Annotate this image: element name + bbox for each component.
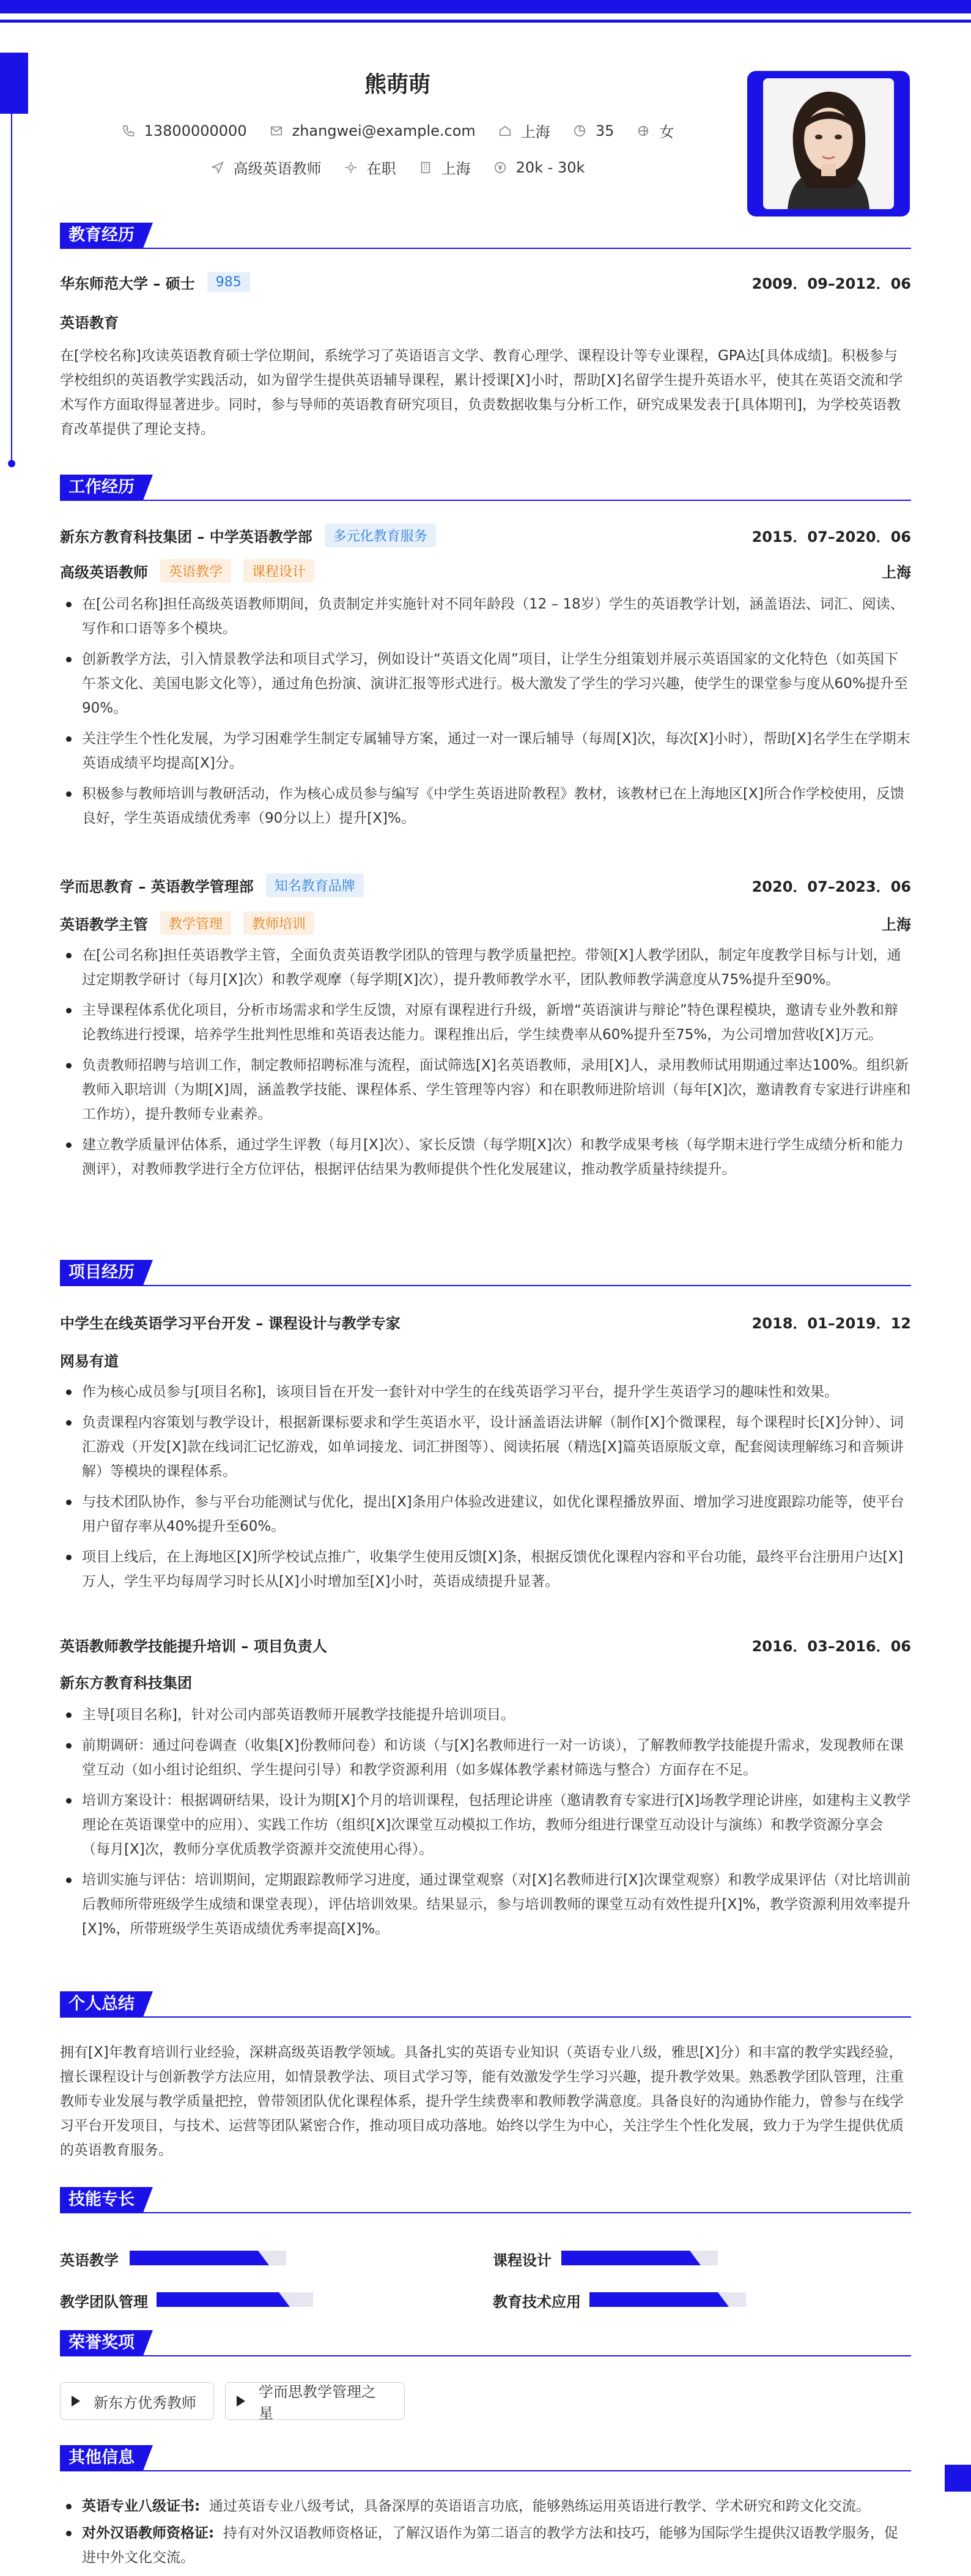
skill-name: 教学团队管理 (60, 2293, 148, 2311)
school-tag: 985 (207, 272, 250, 292)
avatar (763, 78, 894, 209)
building-icon (418, 160, 433, 175)
honor-badge (60, 2382, 214, 2420)
honor-label: 新东方优秀教师 (94, 2394, 196, 2411)
cert-desc: 通过英语专业八级考试，具备深厚的英语语言功底，能够熟练运用英语进行教学、学术研究和跨文化交流。 (209, 2498, 870, 2514)
role-tag: 教学管理 (160, 911, 231, 935)
status-text: 在职 (366, 160, 396, 177)
work-entry-head (60, 873, 911, 897)
salary-text: 20k - 30k (515, 158, 585, 176)
list-item: 创新教学方法，引入情景教学法和项目式学习，例如设计“英语文化周”项目，让学生分组策划并展示英语国家的文化特色（如英国下午茶文化、美国电影文化等），通过角色扮演、演讲汇报等形式进行。极大激发了学生的学习兴趣，使学生的课堂参与度从60%提升至90%。 (60, 647, 911, 720)
section-skills (60, 2187, 911, 2214)
job-title-text: 高级英语教师 (233, 160, 322, 177)
project-date: 2018．01–2019．12 (751, 1315, 911, 1332)
top-accent-bar (0, 0, 971, 13)
list-item: 负责课程内容策划与教学设计，根据新课标要求和学生英语水平，设计涵盖语法讲解（制作[X]个微课程，每个课程时长[X]分钟）、词汇游戏（开发[X]款在线词汇记忆游戏，如单词接龙、词汇拼图等）、阅读拓展（精选[X]篇英语原版文章，配套阅读理解练习和音频讲解）等模块的课程体系。 (60, 1410, 911, 1484)
skill-name: 课程设计 (493, 2252, 552, 2269)
play-icon (72, 2396, 80, 2407)
section-title: 教育经历 (60, 223, 143, 248)
salary-icon (493, 160, 508, 175)
list-item: 项目上线后，在上海地区[X]所学校试点推广，收集学生使用反馈[X]条，根据反馈优化课程内容和平台功能，最终平台注册用户达[X]万人，学生平均每周学习时长从[X]小时增加至[X]小时，英语成绩提升显著。 (60, 1545, 911, 1594)
project-date: 2016．03–2016．06 (751, 1638, 911, 1655)
section-other (60, 2445, 911, 2472)
list-item: 与技术团队协作，参与平台功能测试与优化，提出[X]条用户体验改进建议，如优化课程播放界面、增加学习进度跟踪功能等，使平台用户留存率从40%提升至60%。 (60, 1490, 911, 1539)
skill-item (60, 2248, 127, 2270)
age-item (572, 122, 615, 139)
list-item: 培训方案设计：根据调研结果，设计为期[X]个月的培训课程，包括理论讲座（邀请教育专家进行[X]场教学理论讲座，如建构主义教学理论在英语课堂中的应用）、实践工作坊（组织[X]次课堂互动模拟工作坊，教师分组进行课堂互动设计与演练）和教学资源分享会（每月[X]次，教师分享优质教学资源并交流使用心得）。 (60, 1788, 911, 1862)
age-icon (572, 124, 587, 138)
hometown-text: 上海 (520, 124, 550, 141)
skill-fill (589, 2292, 718, 2307)
skill-bar (157, 2292, 313, 2307)
gender-text: 女 (659, 124, 674, 141)
phone-item (121, 122, 247, 139)
work-date: 2015．07–2020．06 (751, 528, 911, 546)
status-item (344, 157, 396, 178)
job-title-item (210, 157, 322, 178)
company-name: 学而思教育 – 英语教学管理部 (60, 878, 254, 895)
education-entry-head (60, 272, 911, 293)
send-icon (210, 160, 225, 175)
section-education (60, 223, 911, 250)
honor-label: 学而思教学管理之星 (259, 2383, 376, 2422)
role-tag: 英语教学 (160, 559, 231, 583)
role-tag: 课程设计 (243, 559, 314, 583)
age-text: 35 (595, 122, 615, 139)
project-org: 网易有道 (60, 1353, 119, 1370)
summary-text: 拥有[X]年教育培训行业经验，深耕高级英语教学领域。具备扎实的英语专业知识（英语专业八级，雅思[X]分）和丰富的教学实践经验，擅长课程设计与创新教学方法应用，如情景教学法、项目式学习等，能有效激发学生学习兴趣，提升教学效果。熟悉教学团队管理，注重教师专业发展与教学质量把控，曾带领团队优化课程体系，提升学生续费率和教师教学满意度。具备良好的沟通协作能力，曾参与在线学习平台开发项目，与技术、运营等团队紧密合作，推动项目成功落地。始终以学生为中心，关注学生个性化发展，致力于为学生提供优质的英语教育服务。 (60, 2045, 904, 2158)
skill-item (60, 2290, 148, 2311)
work-date: 2020．07–2023．06 (751, 878, 911, 895)
work-location: 上海 (882, 916, 911, 933)
skill-bar (589, 2292, 746, 2307)
status-icon (344, 160, 358, 175)
section-summary (60, 1991, 911, 2018)
cert-name: 英语专业八级证书: (82, 2498, 201, 2514)
contact-row (0, 120, 795, 141)
skill-name: 英语教学 (60, 2252, 119, 2269)
gender-icon (636, 124, 651, 138)
list-item: 建立教学质量评估体系，通过学生评教（每月[X]次）、家长反馈（每学期[X]次）和教学成果考核（每学期末进行学生成绩分析和能力测评），对教师教学进行全方位评估，根据评估结果为教师提供个性化发展建议，推动教学质量持续提升。 (60, 1133, 911, 1182)
section-title: 其他信息 (60, 2445, 143, 2471)
list-item (60, 2494, 911, 2519)
phone-text: 13800000000 (144, 122, 247, 139)
gender-item (636, 120, 674, 141)
skill-bar (130, 2251, 286, 2265)
left-accent-dot (8, 460, 15, 467)
list-item: 主导[项目名称]，针对公司内部英语教师开展教学技能提升培训项目。 (60, 1703, 911, 1727)
project-bullets (60, 1703, 911, 1947)
project-bullets (60, 1380, 911, 1600)
work-location: 上海 (882, 564, 911, 581)
skill-fill (157, 2292, 279, 2307)
section-title: 个人总结 (60, 1991, 143, 2017)
project-title: 英语教师教学技能提升培训 – 项目负责人 (60, 1638, 327, 1655)
skill-fill (130, 2251, 258, 2265)
hometown-item (498, 120, 550, 141)
section-projects (60, 1260, 911, 1287)
play-icon (237, 2396, 245, 2407)
company-tag: 多元化教育服务 (325, 524, 436, 547)
section-work (60, 475, 911, 502)
section-title: 荣誉奖项 (60, 2330, 143, 2356)
skill-fill-cap (279, 2292, 290, 2307)
skill-fill (561, 2251, 690, 2265)
skill-item (493, 2248, 560, 2270)
skill-fill-cap (718, 2292, 729, 2307)
skill-fill-cap (690, 2251, 701, 2265)
role-tag: 教师培训 (243, 911, 314, 935)
email-icon (269, 124, 284, 138)
work-role-row (60, 911, 911, 935)
section-honors (60, 2330, 911, 2357)
list-item: 前期调研：通过问卷调查（收集[X]份教师问卷）和访谈（与[X]名教师进行一对一访谈），了解教师教学技能提升需求，发现教师在课堂互动（如小组讨论组织、学生提问引导）和教学资源利用（如多媒体教学素材筛选与整合）方面存在不足。 (60, 1733, 911, 1782)
education-major: 英语教育 (60, 314, 119, 331)
project-entry-head (60, 1311, 911, 1333)
education-date: 2009．09–2012．06 (751, 275, 911, 292)
list-item: 积极参与教师培训与教研活动，作为核心成员参与编写《中学生英语进阶教程》教材，该教材已在上海地区[X]所合作学校使用，反馈良好，学生英语成绩优秀率（90分以上）提升[X]%。 (60, 782, 911, 831)
list-item: 关注学生个性化发展，为学习困难学生制定专属辅导方案，通过一对一课后辅导（每周[X]次，每次[X]小时），帮助[X]名学生在学期末英语成绩平均提高[X]分。 (60, 727, 911, 775)
company-tag: 知名教育品牌 (266, 873, 364, 897)
school-name: 华东师范大学 – 硕士 (60, 275, 195, 292)
skill-item (493, 2290, 581, 2311)
other-list (60, 2494, 911, 2572)
list-item: 主导课程体系优化项目，分析市场需求和学生反馈，对原有课程进行升级，新增“英语演讲与辩论”特色课程模块，邀请专业外教和辩论教练进行授课，培养学生批判性思维和英语表达能力。课程推出后，学生续费率从60%提升至75%，为公司增加营收[X]万元。 (60, 998, 911, 1047)
list-item: 在[公司名称]担任高级英语教师期间，负责制定并实施针对不同年龄段（12 – 18岁）学生的英语教学计划，涵盖语法、词汇、阅读、写作和口语等多个模块。 (60, 592, 911, 641)
skill-bar (561, 2251, 718, 2265)
project-title: 中学生在线英语学习平台开发 – 课程设计与教学专家 (60, 1315, 401, 1332)
city-item (418, 157, 471, 178)
work-bullets (60, 592, 911, 837)
role-title: 英语教学主管 (60, 916, 148, 933)
section-title: 项目经历 (60, 1260, 143, 1286)
skill-name: 教育技术应用 (493, 2293, 581, 2311)
phone-icon (121, 124, 136, 138)
job-row (0, 157, 795, 178)
project-org: 新东方教育科技集团 (60, 1675, 192, 1692)
email-item (269, 122, 476, 139)
work-role-row (60, 559, 911, 583)
honor-badge (225, 2382, 405, 2420)
profile-photo-frame (747, 71, 910, 217)
right-accent-block (945, 2465, 971, 2492)
education-description: 在[学校名称]攻读英语教育硕士学位期间，系统学习了英语语言文学、教育心理学、课程设计等专业课程，GPA达[具体成绩]。积极参与学校组织的英语教学实践活动，如为留学生提供英语辅导课程，累计授课[X]小时，帮助[X]名留学生提升英语水平，使其在英语交流和学术写作方面取得显著进步。同时，参与导师的英语教育研究项目，负责数据收集与分析工作，研究成果发表于[具体期刊]，为学校英语教育改革提供了理论支持。 (60, 348, 903, 437)
section-title: 技能专长 (60, 2187, 143, 2213)
list-item: 作为核心成员参与[项目名称]，该项目旨在开发一套针对中学生的在线英语学习平台，提升学生英语学习的趣味性和效果。 (60, 1380, 911, 1404)
company-name: 新东方教育科技集团 – 中学英语教学部 (60, 528, 312, 546)
work-entry-head (60, 524, 911, 547)
project-entry-head (60, 1634, 911, 1656)
salary-item (493, 159, 585, 176)
cert-name: 对外汉语教师资格证: (82, 2525, 215, 2541)
list-item: 负责教师招聘与培训工作，制定教师招聘标准与流程，面试筛选[X]名英语教师，录用[X]人，录用教师试用期通过率达100%。组织新教师入职培训（为期[X]周，涵盖教学技能、课程体系、学生管理等内容）和在职教师进阶培训（每年[X]次，邀请教育专家进行讲座和工作坊），提升教师专业素养。 (60, 1053, 911, 1127)
skill-fill-cap (258, 2251, 269, 2265)
list-item: 在[公司名称]担任英语教学主管，全面负责英语教学团队的管理与教学质量把控。带领[X]人教学团队，制定年度教学目标与计划，通过定期教学研讨（每月[X]次）和教学观摩（每学期[X]次），提升教师教学水平，团队教师教学满意度从75%提升至90%。 (60, 943, 911, 992)
top-accent-line (0, 20, 971, 23)
candidate-name: 熊萌萌 (364, 72, 430, 97)
city-text: 上海 (441, 160, 471, 177)
cert-desc: 持有对外汉语教师资格证，了解汉语作为第二语言的教学方法和技巧，能够为国际学生提供汉语教学服务，促进中外文化交流。 (82, 2525, 898, 2566)
work-bullets (60, 943, 911, 1188)
list-item: 培训实施与评估：培训期间，定期跟踪教师学习进度，通过课堂观察（对[X]名教师进行[X]次课堂观察）和教学成果评估（对比培训前后教师所带班级学生成绩和课堂表现），评估培训效果。结果显示，参与培训教师的课堂互动有效性提升[X]%，教学资源利用效率提升[X]%，所带班级学生英语成绩优秀率提高[X]%。 (60, 1868, 911, 1941)
list-item (60, 2521, 911, 2570)
role-title: 高级英语教师 (60, 564, 148, 581)
section-title: 工作经历 (60, 475, 143, 500)
home-icon (498, 124, 512, 138)
email-text: zhangwei@example.com (292, 122, 476, 139)
